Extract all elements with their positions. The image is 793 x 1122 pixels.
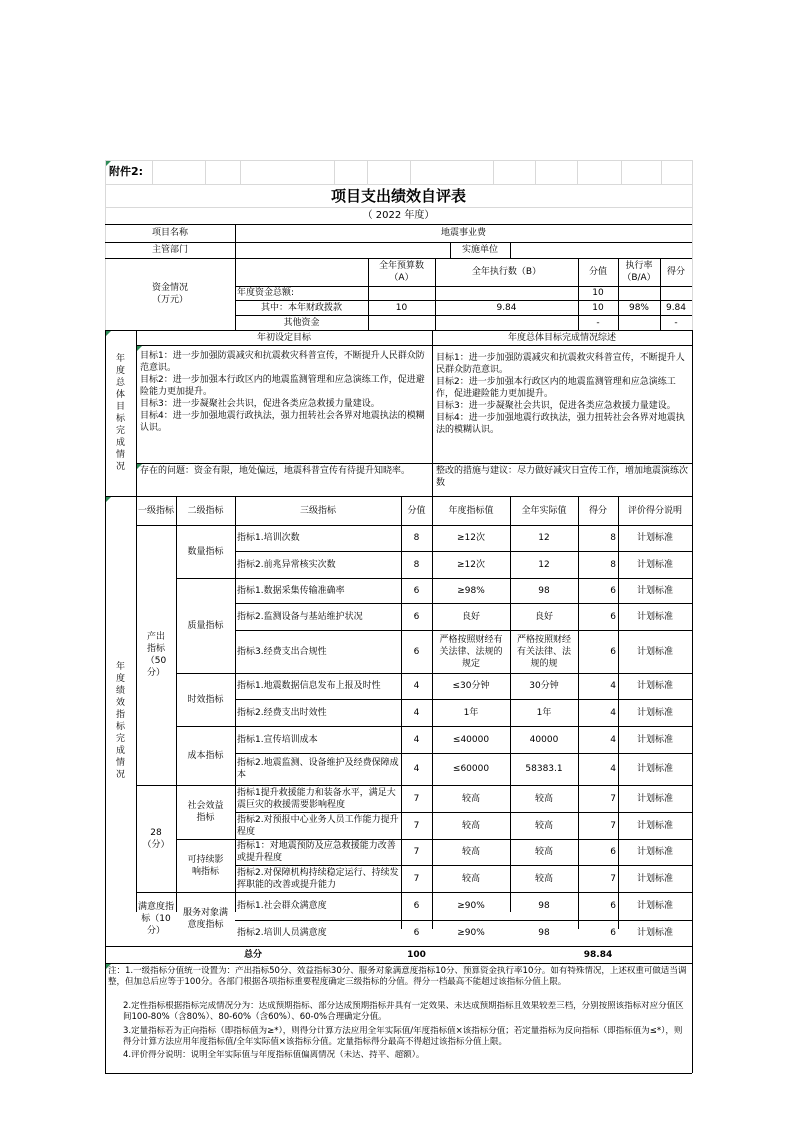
actual-header: 全年实际值	[521, 505, 567, 516]
note-cell: 计划标准	[636, 734, 673, 745]
target-cell: ≥98%	[457, 585, 485, 596]
target-cell: 较高	[461, 847, 480, 857]
got-cell: 6	[610, 646, 616, 657]
l1-header: 一级指标	[138, 505, 175, 516]
total-got: 98.84	[583, 949, 613, 960]
target-cell: 较高	[461, 793, 480, 804]
l2-quality: 质量指标	[187, 620, 224, 631]
got-cell: 8	[610, 559, 616, 570]
actual-cell: 较高	[534, 820, 553, 831]
l2-social: 社会效益指标	[187, 801, 224, 823]
note-header: 评价得分说明	[627, 505, 682, 516]
goals-set-text: 目标1：进一步加强防震减灾和抗震救灾科普宣传，不断提升人民群众防范意识。 目标2：进一步加强本行政区内的地震监测管理和应急演练工作，促进避险能力更加提升。 目标3：进一步凝聚社会共识，促进各类应急救援力量建设。 目标4：进一步加强地震行政执法，强力扭转社会各界对地震执法的模糊认识。	[140, 351, 425, 433]
indicators-side-label: 年度绩效指标完成情况	[115, 662, 125, 780]
l3-header: 三级指标	[299, 505, 336, 516]
got-cell: 6	[610, 928, 616, 938]
target-header: 年度指标值	[448, 505, 494, 516]
actual-cell: 12	[538, 559, 550, 570]
target-cell: ≥90%	[457, 901, 485, 911]
target-cell: ≤60000	[452, 764, 490, 774]
l3-cell: 指标2.地震监测、设备维护及经费保障成本	[237, 758, 399, 780]
got-header: 得分	[588, 505, 607, 516]
score-cell: 6	[413, 646, 420, 657]
measures-text: 整改的措施与建议：尽力做好减灾日宣传工作，增加地震演练次数	[436, 466, 689, 488]
cell-marker-icon	[106, 331, 111, 336]
funds-rate-header: 执行率（B/A）	[622, 261, 656, 283]
note-cell: 计划标准	[636, 873, 673, 884]
score-cell: 8	[413, 559, 420, 570]
target-cell: ≥12次	[457, 559, 485, 570]
l1-benefit: 28 （分）	[142, 827, 170, 850]
l3-cell: 指标2.前兆异常核实次数	[237, 559, 336, 570]
score-cell: 4	[413, 734, 420, 745]
total-score: 100	[407, 949, 426, 960]
l2-timeliness: 时效指标	[187, 694, 224, 705]
note-cell: 计划标准	[636, 646, 673, 657]
actual-cell: 较高	[534, 847, 553, 857]
note-cell: 计划标准	[636, 533, 673, 543]
l3-cell: 指标1提升救援能力和装备水平，满足大震巨灾的救援需要影响程度	[237, 787, 396, 810]
score-cell: 6	[413, 901, 420, 911]
l3-cell: 指标1.培训次数	[237, 533, 300, 543]
got-cell: 4	[610, 764, 616, 774]
note-2: 2.定性指标根据指标完成情况分为：达成预期指标、部分达成预期指标并具有一定效果、未达成预期指标且效果较差三档，分别按照该指标对应分值区间100-80%（含80%）、80-60%（含60%）、60-0%合理确定分值。	[123, 1001, 684, 1022]
funds-row-score: -	[596, 317, 600, 328]
actual-cell: 58383.1	[525, 764, 563, 774]
got-cell: 7	[610, 873, 616, 884]
target-cell: ≥90%	[457, 928, 485, 938]
funds-row-exec: 9.84	[496, 302, 517, 313]
funds-row-got: -	[674, 317, 678, 328]
got-cell: 7	[610, 793, 616, 804]
dept-label: 主管部门	[151, 245, 188, 255]
got-cell: 6	[610, 847, 616, 857]
l1-output: 产出指标（50分）	[145, 632, 167, 678]
goals-done-text: 目标1：进一步加强防震减灾和抗震救灾科普宣传，不断提升人民群众防范意识。 目标2：进一步加强本行政区内的地震监测管理和应急演练工作，促进避险能力更加提升。 目标3：进一步凝聚社会共识，促进各类应急救援力量建设。 目标4：进一步加强地震行政执法，强力扭转社会各界对地震执法的模糊认识。	[436, 353, 685, 435]
funds-row-budget: 10	[395, 302, 408, 313]
cell-marker-icon	[106, 497, 111, 502]
l3-cell: 指标3.经费支出合规性	[237, 646, 327, 657]
got-cell: 6	[610, 611, 616, 622]
score-cell: 4	[413, 681, 420, 691]
note-cell: 计划标准	[636, 585, 673, 596]
score-cell: 7	[413, 873, 420, 884]
cell-marker-icon	[137, 464, 142, 469]
total-label: 总分	[243, 949, 262, 960]
got-cell: 4	[610, 734, 616, 745]
actual-cell: 1年	[536, 707, 552, 718]
project-name-value: 地震事业费	[440, 228, 486, 238]
l3-cell: 指标2.对保障机构持续稳定运行、持续发挥职能的改善或提升能力	[237, 867, 399, 890]
l3-cell: 指标1.社会群众满意度	[237, 901, 327, 911]
note-cell: 计划标准	[636, 820, 673, 831]
goals-side-label: 年度总体目标完成情况	[115, 354, 125, 472]
l2-header: 二级指标	[187, 505, 224, 516]
target-cell: 严格按照财经有关法律、法规的规定	[439, 634, 503, 669]
cell-marker-icon	[106, 161, 111, 166]
actual-cell: 严格按照财经有关法律、法规的规	[516, 634, 571, 669]
l3-cell: 指标2.经费支出时效性	[237, 707, 327, 718]
note-cell: 计划标准	[636, 764, 673, 774]
actual-cell: 良好	[534, 611, 553, 622]
l3-cell: 指标1.数据采集传输准确率	[237, 585, 345, 596]
score-cell: 7	[413, 847, 420, 857]
note-cell: 计划标准	[636, 707, 673, 718]
l3-cell: 指标2.培训人员满意度	[237, 928, 327, 938]
got-cell: 8	[610, 533, 616, 543]
year-line: （ 2022 年度）	[362, 209, 435, 221]
score-cell: 4	[413, 764, 420, 774]
actual-cell: 12	[538, 533, 550, 543]
actual-cell: 98	[538, 585, 550, 596]
got-cell: 7	[610, 820, 616, 831]
l3-cell: 指标1：对地震预防及应急救援能力改善或提升程度	[237, 841, 396, 863]
goals-set-header: 年初设定目标	[256, 332, 311, 343]
score-cell: 4	[413, 707, 420, 718]
self-evaluation-sheet	[105, 160, 692, 1073]
target-cell: 较高	[461, 820, 480, 831]
got-cell: 4	[610, 681, 616, 691]
note-cell: 计划标准	[636, 611, 673, 622]
note-cell: 计划标准	[636, 793, 673, 804]
attachment-label: 附件2:	[109, 165, 144, 178]
score-cell: 7	[413, 820, 420, 831]
l2-quantity: 数量指标	[187, 546, 224, 557]
funds-exec-header: 全年执行数（B）	[471, 267, 542, 277]
score-cell: 6	[413, 611, 420, 622]
actual-cell: 40000	[529, 734, 559, 745]
l3-cell: 指标1.宣传培训成本	[237, 734, 318, 745]
cell-marker-icon	[137, 346, 142, 351]
funds-row-label: 年度资金总额:	[237, 288, 295, 298]
funds-got-header: 得分	[666, 267, 685, 277]
target-cell: ≤30分钟	[452, 681, 490, 691]
note-4: 4.评价得分说明：说明全年实际值与年度指标值偏离情况（未达、持平、超额）。	[123, 1050, 425, 1060]
note-cell: 计划标准	[636, 681, 673, 691]
note-3: 3.定量指标若为正向指标（即指标值为≥*），则得分计算方法应用全年实际值/年度指标值×该指标分值；若定量指标为反向指标（即指标值为≤*），则得分计算方法应用年度指标值/全年实际值×该指标分值。定量指标得分最高不得超过该指标分值上限。	[123, 1026, 683, 1047]
page-title: 项目支出绩效自评表	[330, 186, 466, 205]
funds-row-score: 10	[592, 302, 604, 313]
funds-row-label: 其他资金	[283, 317, 320, 328]
note-1: 注：1.一级指标分值统一设置为：产出指标50分、效益指标30分、服务对象满意度指标10分、预算资金执行率10分。如有特殊情况，上述权重可做适当调整，但加总后应等于100分。各部门根据各项指标重要程度确定三级指标的分值。得分一档最高不能超过该指标分值上限。	[108, 966, 687, 987]
target-cell: ≤40000	[452, 734, 490, 745]
problem-text: 存在的问题：资金有限，地处偏远，地震科普宣传有待提升知晓率。	[140, 466, 411, 476]
l3-cell: 指标1.地震数据信息发布上报及时性	[237, 681, 381, 691]
score-cell: 7	[413, 793, 420, 804]
project-name-label: 项目名称	[151, 228, 188, 238]
actual-cell: 较高	[534, 873, 553, 884]
actual-cell: 98	[538, 901, 550, 911]
funds-label: 资金情况 （万元）	[151, 283, 188, 305]
target-cell: 良好	[461, 611, 480, 622]
l3-cell: 指标2.监测设备与基站维护状况	[237, 611, 363, 622]
got-cell: 4	[610, 707, 616, 718]
got-cell: 6	[610, 901, 616, 911]
score-cell: 6	[413, 928, 420, 938]
actual-cell: 30分钟	[529, 681, 559, 691]
target-cell: 1年	[463, 707, 479, 718]
note-cell: 计划标准	[636, 559, 673, 570]
funds-score-header: 分值	[588, 267, 607, 277]
l3-cell: 指标2.对预报中心业务人员工作能力提升程度	[237, 814, 399, 837]
actual-cell: 较高	[534, 793, 553, 804]
l2-sustainable: 可持续影响指标	[187, 854, 224, 877]
target-cell: ≥12次	[457, 533, 485, 543]
target-cell: 较高	[461, 873, 480, 884]
score-cell: 8	[413, 533, 420, 543]
note-cell: 计划标准	[636, 901, 673, 911]
funds-row-score: 10	[592, 288, 604, 298]
funds-row-label: 其中：本年财政拨款	[260, 302, 342, 313]
exec-unit-label: 实施单位	[461, 245, 498, 255]
note-cell: 计划标准	[636, 847, 673, 857]
funds-row-rate: 98%	[628, 302, 649, 313]
l2-service: 服务对象满意度指标	[182, 908, 228, 930]
goals-done-header: 年度总体目标完成情况综述	[507, 332, 616, 343]
funds-budget-header: 全年预算数（A）	[378, 261, 424, 283]
cell-marker-icon	[106, 964, 111, 969]
actual-cell: 98	[538, 928, 550, 938]
l1-satisfaction: 满意度指标（10分）	[138, 902, 175, 936]
got-cell: 6	[610, 585, 616, 596]
l2-cost: 成本指标	[187, 750, 224, 761]
score-cell: 6	[413, 585, 420, 596]
note-cell: 计划标准	[636, 928, 673, 938]
score-header: 分值	[407, 505, 426, 516]
funds-row-got: 9.84	[665, 302, 687, 313]
